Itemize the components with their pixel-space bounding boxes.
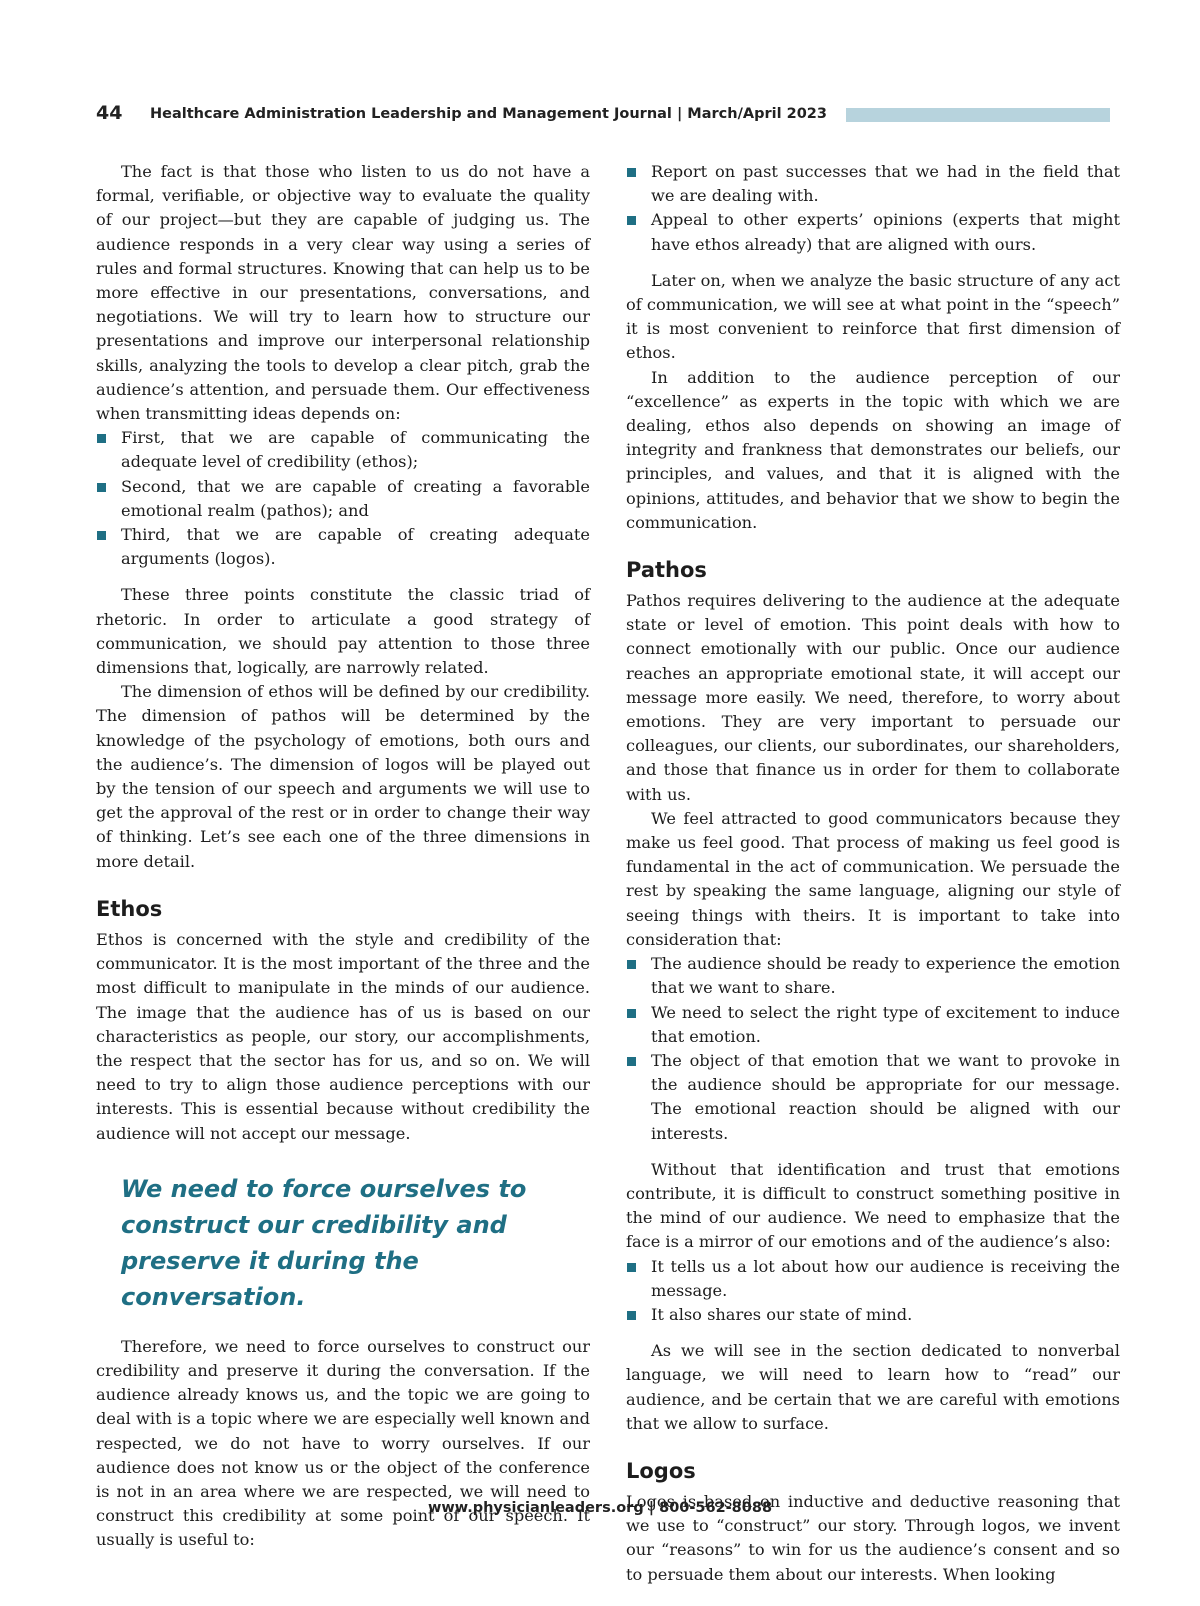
journal-title: Healthcare Administration Leadership and Management Journal | March/April 2023 xyxy=(150,106,827,122)
list-item: The audience should be ready to experience the emotion that we want to share. xyxy=(626,952,1120,1000)
square-bullet-icon xyxy=(627,1263,636,1272)
list-item: Third, that we are capable of creating adequate arguments (logos). xyxy=(96,523,590,571)
section-heading-logos: Logos xyxy=(626,1458,696,1483)
bullet-list xyxy=(626,952,1120,1146)
list-item: We need to select the right type of excitement to induce that emotion. xyxy=(626,1001,1120,1049)
square-bullet-icon xyxy=(627,168,636,177)
square-bullet-icon xyxy=(627,1057,636,1066)
page-number: 44 xyxy=(96,102,123,124)
list-item: Appeal to other experts’ opinions (experts that might have ethos already) that are aligned with ours. xyxy=(626,208,1120,256)
bullet-list xyxy=(626,160,1120,257)
paragraph: The dimension of ethos will be defined by our credibility. The dimension of pathos will be determined by the knowledge of the psychology of emotions, both ours and the audience’s. The dimension of logos will be played out by the tension of our speech and arguments we will use to get the approval of the rest or in order to change their way of thinking. Let’s see each one of the three dimensions in more detail. xyxy=(96,682,590,871)
page-header xyxy=(96,101,1110,125)
list-item: Report on past successes that we had in the field that we are dealing with. xyxy=(626,160,1120,208)
section-heading-pathos: Pathos xyxy=(626,558,707,583)
list-item: It tells us a lot about how our audience is receiving the message. xyxy=(626,1255,1120,1303)
square-bullet-icon xyxy=(627,960,636,969)
list-item: The object of that emotion that we want to provoke in the audience should be appropriate for our message. The emotional reaction should be aligned with our interests. xyxy=(626,1049,1120,1146)
left-column xyxy=(96,160,590,1553)
paragraph: We feel attracted to good communicators because they make us feel good. That process of making us feel good is fundamental in the act of communication. We persuade the rest by speaking the same language, aligning our style of seeing things with theirs. It is important to take into consideration that: xyxy=(626,808,1120,949)
list-item: First, that we are capable of communicating the adequate level of credibility (ethos); xyxy=(96,426,590,474)
square-bullet-icon xyxy=(627,1311,636,1320)
square-bullet-icon xyxy=(97,483,106,492)
paragraph: Logos is based on inductive and deductive reasoning that we use to “construct” our story. Through logos, we invent our “reasons” to win for us the audience’s consent and so to persuade them about our interests. When looking xyxy=(626,1491,1120,1584)
paragraph: Therefore, we need to force ourselves to construct our credibility and preserve it during the conversation. If the audience already knows us, and the topic we are going to deal with is a topic where we are especially well known and respected, we do not have to worry ourselves. If our audience does not know us or the object of the conference is not in an area where we are respected, we will need to construct this credibility at some point of our speech. It usually is useful to: xyxy=(96,1336,590,1550)
paragraph: As we will see in the section dedicated to nonverbal language, we will need to learn how to “read” our audience, and be certain that we are careful with emotions that we allow to surface. xyxy=(626,1341,1120,1433)
section-heading-ethos: Ethos xyxy=(96,896,163,921)
square-bullet-icon xyxy=(627,216,636,225)
paragraph: Pathos requires delivering to the audience at the adequate state or level of emotion. This point deals with how to connect emotionally with our public. Once our audience reaches an appropriate emotional state, it will accept our message more easily. We need, therefore, to worry about emotions. They are very important to persuade our colleagues, our clients, our subordinates, our shareholders, and those that finance us in order for them to collaborate with us. xyxy=(626,591,1120,804)
square-bullet-icon xyxy=(627,1009,636,1018)
pull-quote: We need to force ourselves to construct our credibility and preserve it during the conversation. xyxy=(121,1174,527,1311)
square-bullet-icon xyxy=(97,531,106,540)
paragraph: These three points constitute the classic triad of rhetoric. In order to articulate a good strategy of communication, we should pay attention to those three dimensions that, logically, are narrowly related. xyxy=(96,585,590,678)
list-item: It also shares our state of mind. xyxy=(626,1303,1120,1327)
paragraph: Later on, when we analyze the basic structure of any act of communication, we will see at what point in the “speech” it is most convenient to reinforce that first dimension of ethos. xyxy=(626,270,1120,363)
paragraph: Without that identification and trust that emotions contribute, it is difficult to construct something positive in the mind of our audience. We need to emphasize that the face is a mirror of our emotions and of the audience’s also: xyxy=(626,1159,1120,1252)
right-column xyxy=(626,160,1120,1587)
page-footer: www.physicianleaders.org | 800-562-8088 xyxy=(427,1500,773,1516)
paragraph: Ethos is concerned with the style and credibility of the communicator. It is the most important of the three and the most difficult to manipulate in the minds of our audience. The image that the audience has of us is based on our characteristics as people, our story, our accomplishments, the respect that the sector has for us, and so on. We will need to try to align those audience perceptions with our interests. This is essential because without credibility the audience will not accept our message. xyxy=(96,929,590,1143)
header-accent-bar xyxy=(846,108,1110,122)
list-item: Second, that we are capable of creating a favorable emotional realm (pathos); and xyxy=(96,475,590,523)
square-bullet-icon xyxy=(97,434,106,443)
paragraph: The fact is that those who listen to us do not have a formal, verifiable, or objective way to evaluate the quality of our project—but they are capable of judging us. The audience responds in a very clear way using a series of rules and formal structures. Knowing that can help us to be more effective in our presentations, conversations, and negotiations. We will try to learn how to structure our presentations and improve our interpersonal relationship skills, analyzing the tools to develop a clear pitch, grab the audience’s attention, and persuade them. Our effectiveness when transmitting ideas depends on: xyxy=(96,162,590,424)
paragraph: In addition to the audience perception of our “excellence” as experts in the topic with which we are dealing, ethos also depends on showing an image of integrity and frankness that demonstrates our beliefs, our principles, and values, and that it is aligned with the opinions, attitudes, and behavior that we show to begin the communication. xyxy=(626,367,1120,532)
bullet-list xyxy=(626,1255,1120,1328)
bullet-list xyxy=(96,426,590,571)
